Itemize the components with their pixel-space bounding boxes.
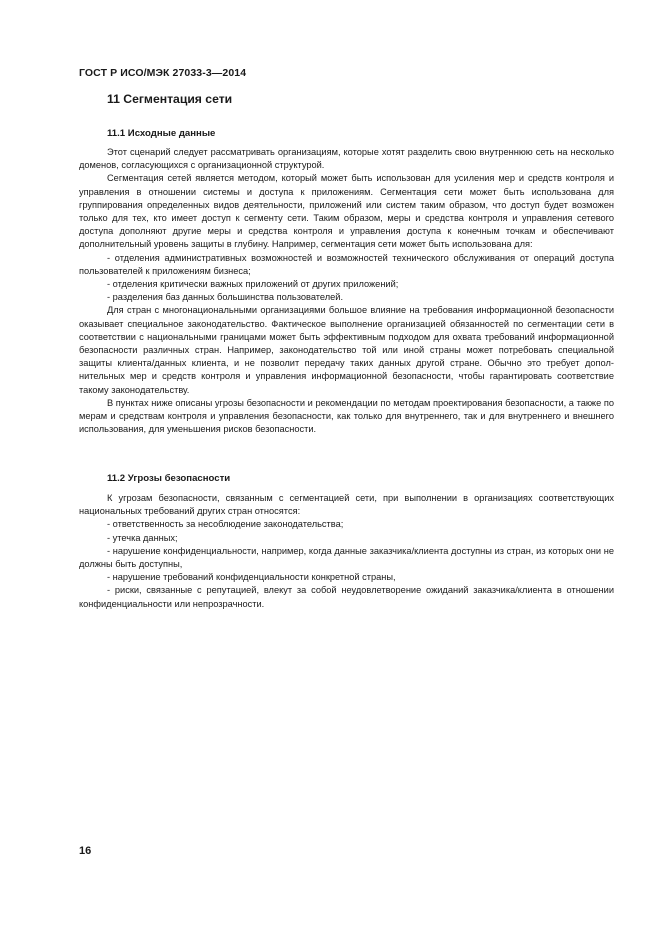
list-item: - нарушение требований конфиденциальности конкретной страны, [107,572,396,583]
list-item: - разделения баз данных большинства пользователей. [107,292,344,303]
section-title: 11 Сегментация сети [107,92,233,106]
list-item: - утечка данных; [107,532,178,543]
subsection-11-2-body [79,492,614,611]
list-item: - риски, связанные с репутацией, влекут за собой неудовлетворение ожиданий заказчика/клиента в отношении конфиденциальности или непрозрачности. [79,585,614,609]
page-number: 16 [79,845,92,857]
subsection-11-1-body [79,146,614,436]
document-header: ГОСТ Р ИСО/МЭК 27033-3—2014 [79,67,247,79]
list-item: - отделения административных возможностей и возможностей технического обслуживания от операций доступа пользователей к приложениям бизнеса; [79,252,614,276]
paragraph: Сегментация сетей является методом, который может быть использован для усиления мер и средств контроля и управления в отношении системы и доступа к приложениям. Сегментация сети может быть использована для группирования определенных видов деятельности, приложений или систем таким образом, что доступ будет возможен только для тех, кто имеет доступ к сегменту сети. Таким образом, меры и средства контроля и управления сетевого доступа дополняют другие меры и средства контроля и управления доступа к конечным точкам и обеспечивают дополнительный уровень защиты в глубину. Например, сегментация сети может быть использована для: [79,173,614,250]
paragraph: Этот сценарий следует рассматривать организациям, которые хотят разделить свою внутреннюю сеть на несколько доменов, согласующихся с организационной структурой. [79,147,614,171]
list-item: - нарушение конфиденциальности, например, когда данные заказчика/клиента доступны из стран, из которых они не должны быть доступны, [79,545,614,570]
subsection-title-11-1: 11.1 Исходные данные [107,128,216,139]
subsection-title-11-2: 11.2 Угрозы безопасности [107,473,231,484]
paragraph: К угрозам безопасности, связанным с сегментацией сети, при выполнении в организациях соответствующих национальных требований других стран относятся: [79,493,614,517]
list-item: - отделения критически важных приложений от других приложений; [107,279,399,290]
list-item: - ответственность за несоблюдение законодательства; [107,519,344,530]
paragraph: Для стран с многонациональными организациями большое влияние на требования информационной безопасности оказывает специальное законодательство. Фактическое выполнение организацией обязанностей по сегментации сети в соответствии с национальными границами может быть эффективным подходом для охвата требований информационной безопасности различных стран. Например, законодательство той или иной страны может потребовать специальной защиты клиента/данных клиента, и не позволит передачу таких данных другой стране. Обычно это требует дополнительных мер и средств контроля и управления информационной безопасности, чтобы гарантировать соответствие такому законодательству. [79,305,614,395]
paragraph: В пунктах ниже описаны угрозы безопасности и рекомендации по методам проектирования безопасности, а также по мерам и средствам контроля и управления безопасности, как только для внутреннего, так и для внутреннего и внешнего использования, для уменьшения рисков безопасности. [79,397,614,435]
